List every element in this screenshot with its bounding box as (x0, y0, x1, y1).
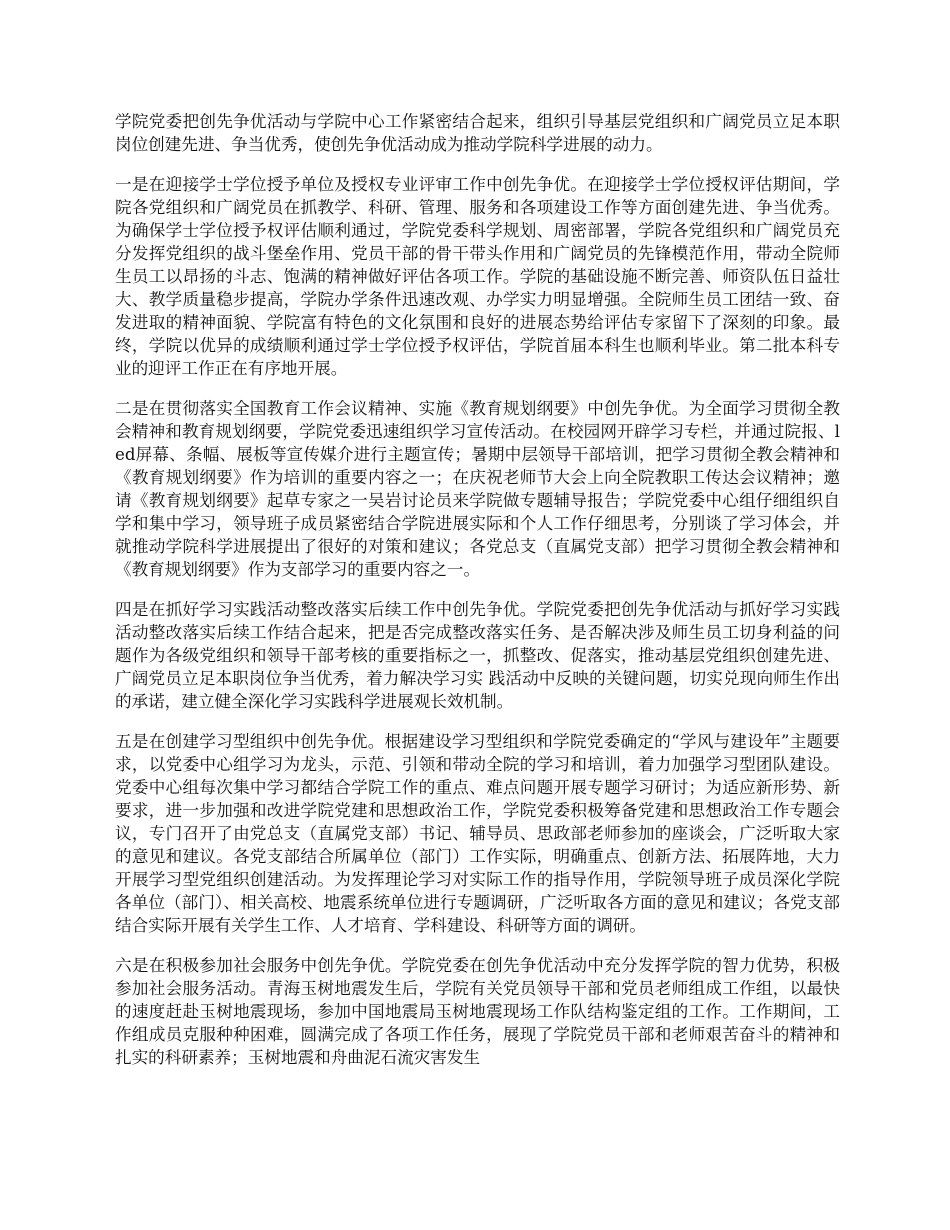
paragraph-four: 四是在抓好学习实践活动整改落实后续工作中创先争优。学院党委把创先争优活动与抓好学习实践活动整改落实后续工作结合起来，把是否完成整改落实任务、是否解决涉及师生员工切身利益的问题作为各级党组织和领导干部考核的重要指标之一，抓整改、促落实，推动基层党组织创建先进、广阔党员立足本职岗位争当优秀，着力解决学习实 践活动中反映的关键问题，切实兑现向师生作出的承诺，建立健全深化学习实践科学进展观长效机制。 (115, 600, 840, 711)
paragraph-one: 一是在迎接学士学位授予单位及授权专业评审工作中创先争优。在迎接学士学位授权评估期间，学院各党组织和广阔党员在抓教学、科研、管理、服务和各项建设工作等方面创建先进、争当优秀。为确保学士学位授予权评估顺利通过，学院党委科学规划、周密部署，学院各党组织和广阔党员充分发挥党组织的战斗堡垒作用、党员干部的骨干带头作用和广阔党员的先锋模范作用，带动全院师生员工以昂扬的斗志、饱满的精神做好评估各项工作。学院的基础设施不断完善、师资队伍日益壮大、教学质量稳步提高，学院办学条件迅速改观、办学实力明显增强。全院师生员工团结一致、奋发进取的精神面貌、学院富有特色的文化氛围和良好的进展态势给评估专家留下了深刻的印象。最终，学院以优异的成绩顺利通过学士学位授予权评估，学院首届本科生也顺利毕业。第二批本科专业的迎评工作正在有序地开展。 (115, 175, 840, 378)
paragraph-two: 二是在贯彻落实全国教育工作会议精神、实施《教育规划纲要》中创先争优。为全面学习贯彻全教会精神和教育规划纲要，学院党委迅速组织学习宣传活动。在校园网开辟学习专栏，并通过院报、led屏幕、条幅、展板等宣传媒介进行主题宣传；暑期中层领导干部培训，把学习贯彻全教会精神和《教育规划纲要》作为培训的重要内容之一；在庆祝老师节大会上向全院教职工传达会议精神；邀请《教育规划纲要》起草专家之一吴岩讨论员来学院做专题辅导报告；学院党委中心组仔细组织自学和集中学习，领导班子成员紧密结合学院进展实际和个人工作仔细思考，分别谈了学习体会，并就推动学院科学进展提出了很好的对策和建议；各党总支（直属党支部）把学习贯彻全教会精神和《教育规划纲要》作为支部学习的重要内容之一。 (115, 399, 840, 579)
document-page (115, 110, 840, 1086)
paragraph-intro: 学院党委把创先争优活动与学院中心工作紧密结合起来，组织引导基层党组织和广阔党员立足本职岗位创建先进、争当优秀，使创先争优活动成为推动学院科学进展的动力。 (115, 112, 840, 154)
paragraph-five: 五是在创建学习型组织中创先争优。根据建设学习型组织和学院党委确定的“学风与建设年”主题要求，以党委中心组学习为龙头，示范、引领和带动全院的学习和培训，着力加强学习型团队建设。党委中心组每次集中学习都结合学院工作的重点、难点问题开展专题学习研讨；为适应新形势、新要求，进一步加强和改进学院党建和思想政治工作，学院党委积极筹备党建和思想政治工作专题会议，专门召开了由党总支（直属党支部）书记、辅导员、思政部老师参加的座谈会，广泛听取大家的意见和建议。各党支部结合所属单位（部门）工作实际，明确重点、创新方法、拓展阵地，大力开展学习型党组织创建活动。为发挥理论学习对实际工作的指导作用，学院领导班子成员深化学院各单位（部门）、相关高校、地震系统单位进行专题调研，广泛听取各方面的意见和建议；各党支部结合实际开展有关学生工作、人才培育、学科建设、科研等方面的调研。 (115, 732, 840, 935)
paragraph-six: 六是在积极参加社会服务中创先争优。学院党委在创先争优活动中充分发挥学院的智力优势，积极参加社会服务活动。青海玉树地震发生后，学院有关党员领导干部和党员老师组成工作组，以最快的速度赶赴玉树地震现场，参加中国地震局玉树地震现场工作队结构鉴定组的工作。工作期间，工作组成员克服种种困难，圆满完成了各项工作任务，展现了学院党员干部和老师艰苦奋斗的精神和扎实的科研素养；玉树地震和舟曲泥石流灾害发生 (115, 956, 840, 1067)
